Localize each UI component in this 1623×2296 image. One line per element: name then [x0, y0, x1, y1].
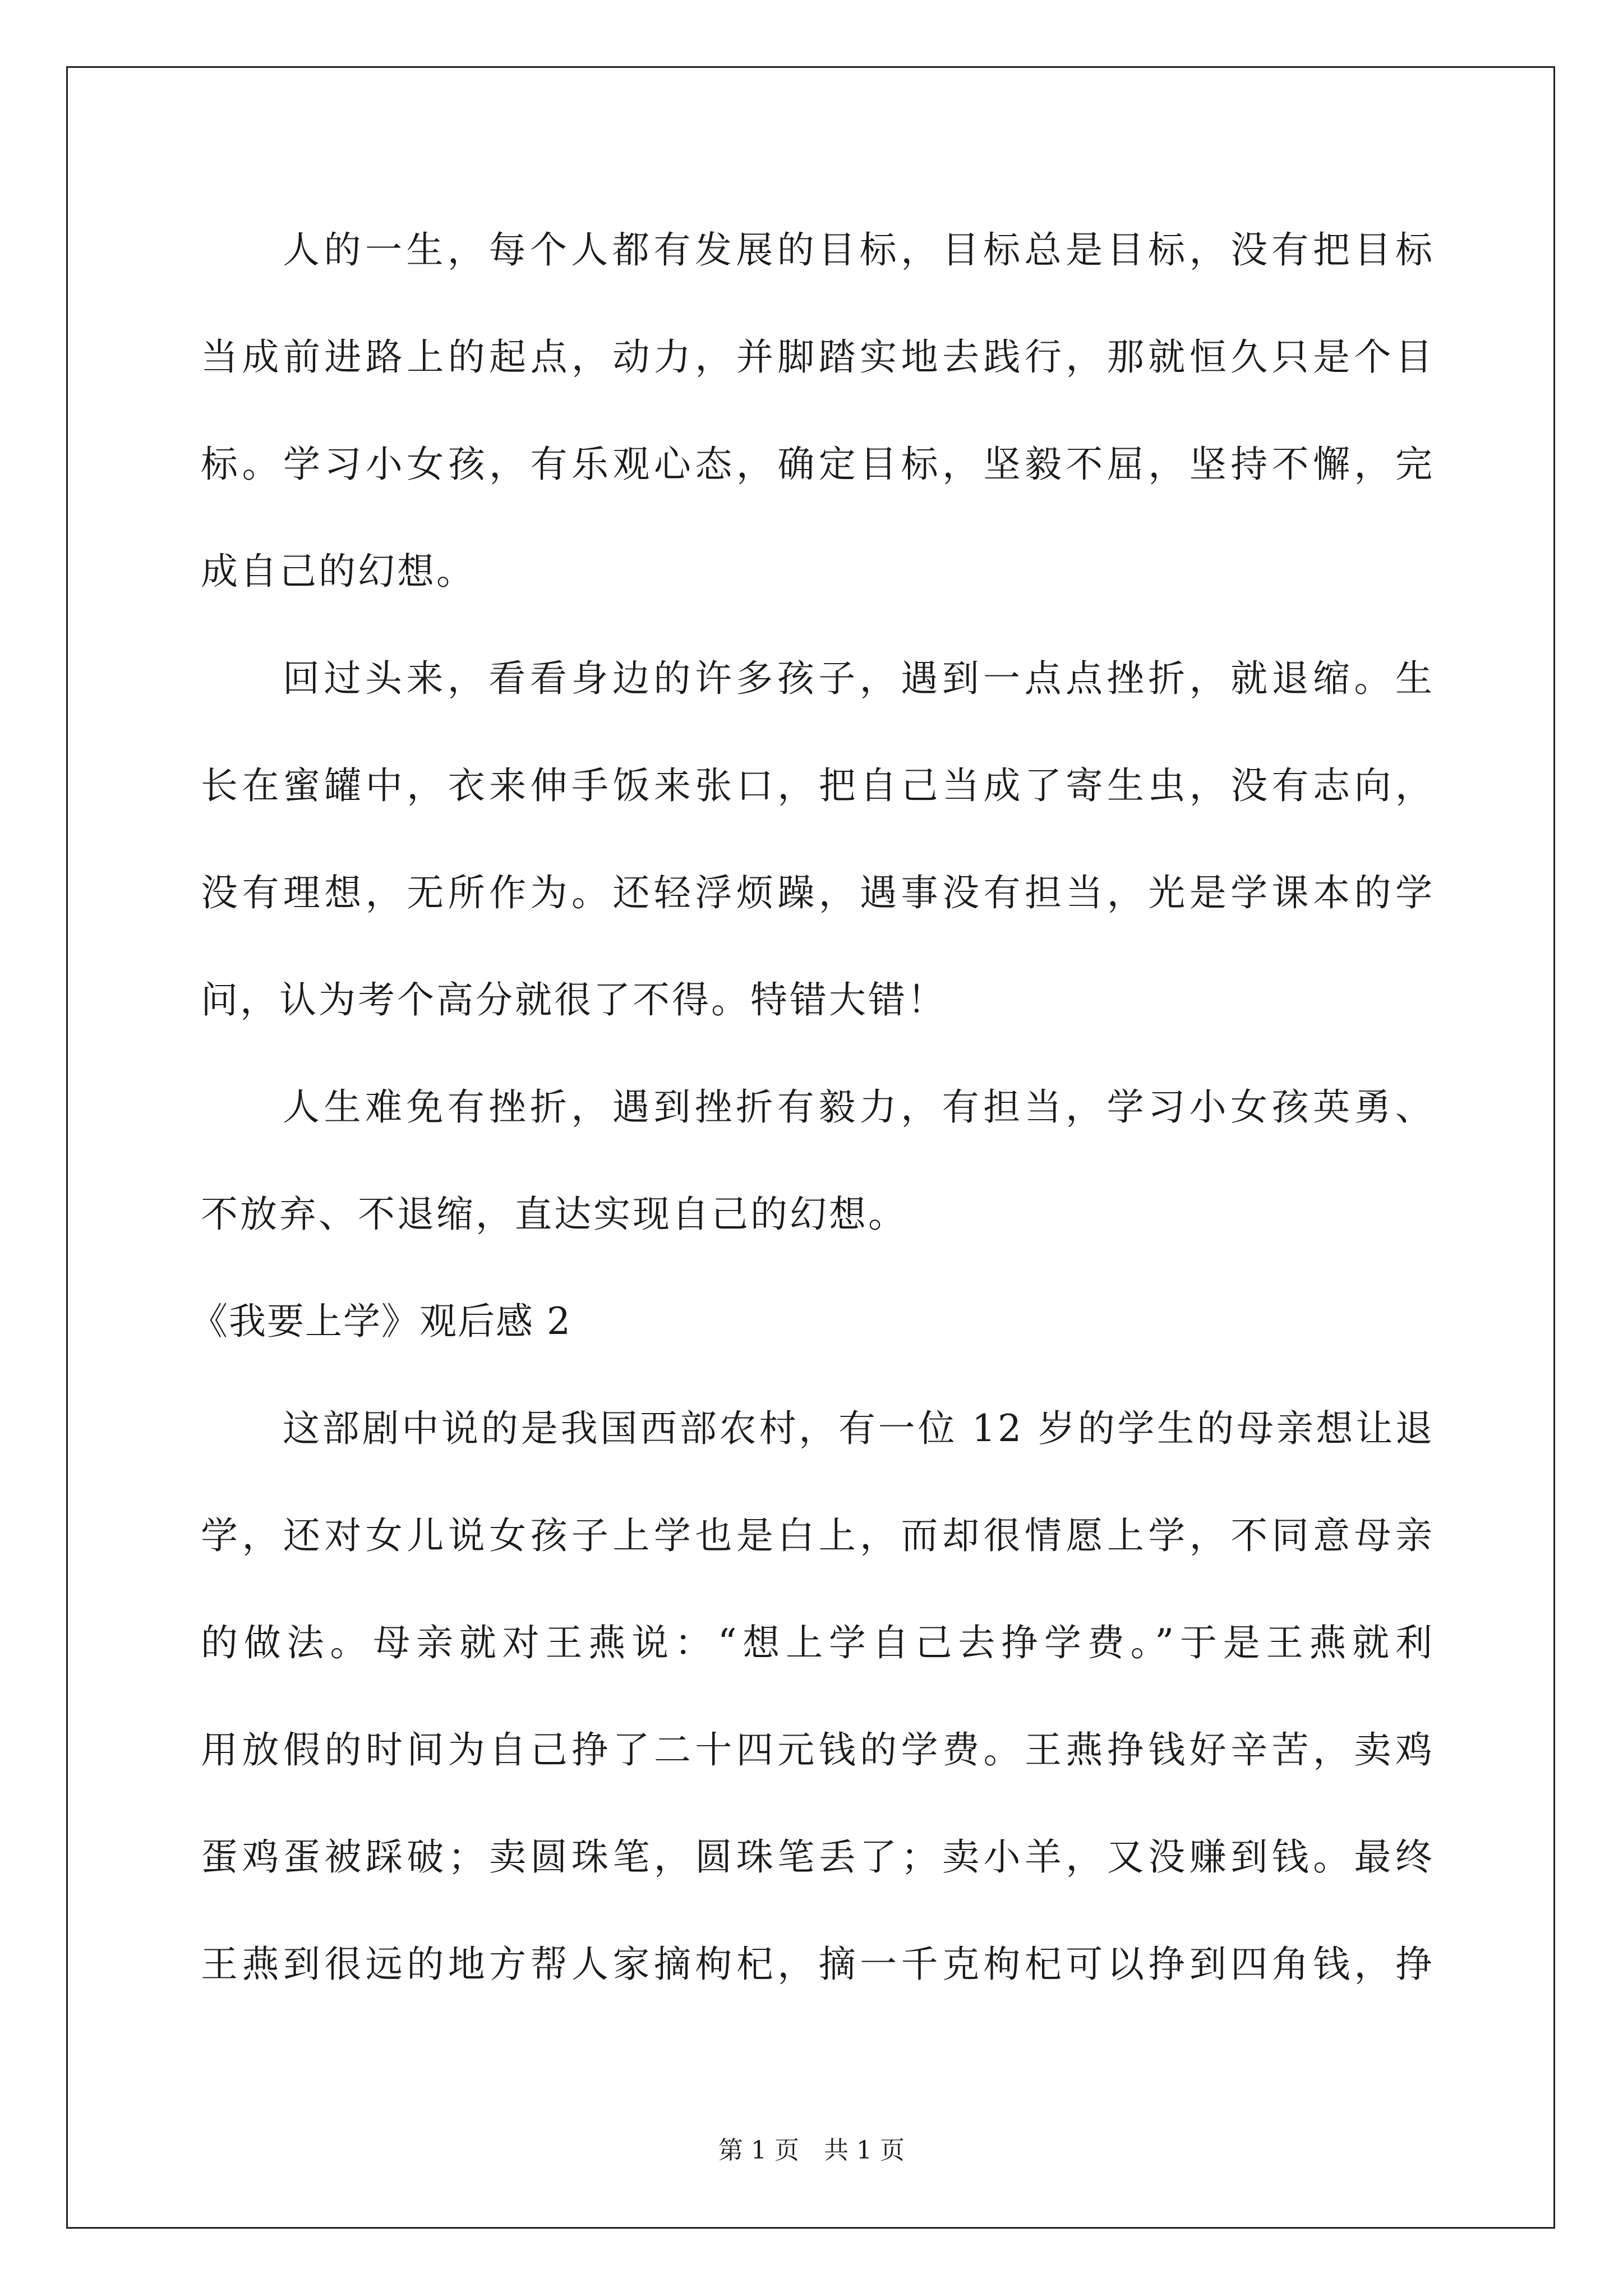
paragraph-1-line-4: 成自己的幻想。	[201, 550, 476, 593]
paragraph-2-line-3: 没有理想，无所作为。还轻浮烦躁，遇事没有担当，光是学课本的学	[201, 871, 1435, 914]
section-heading: 《我要上学》观后感 2	[191, 1300, 571, 1343]
paragraph-4-line-3: 的做法。母亲就对王燕说：“想上学自己去挣学费。”于是王燕就利	[201, 1621, 1435, 1664]
paragraph-4-line-4: 用放假的时间为自己挣了二十四元钱的学费。王燕挣钱好辛苦，卖鸡	[201, 1728, 1435, 1772]
paragraph-1-line-2: 当成前进路上的起点，动力，并脚踏实地去践行，那就恒久只是个目	[201, 335, 1435, 379]
document-body	[191, 214, 1435, 2036]
paragraph-3-line-1: 人生难免有挫折，遇到挫折有毅力，有担当，学习小女孩英勇、	[283, 1085, 1435, 1129]
paragraph-4-line-1: 这部剧中说的是我国西部农村，有一位 12 岁的学生的母亲想让退	[283, 1407, 1435, 1450]
paragraph-1-line-3: 标。学习小女孩，有乐观心态，确定目标，坚毅不屈，坚持不懈，完	[201, 443, 1435, 486]
page-number-footer: 第 1 页 共 1 页	[718, 2136, 905, 2165]
paragraph-3-line-2: 不放弃、不退缩，直达实现自己的幻想。	[201, 1193, 907, 1236]
paragraph-4-line-5: 蛋鸡蛋被踩破；卖圆珠笔，圆珠笔丢了；卖小羊，又没赚到钱。最终	[201, 1835, 1435, 1879]
paragraph-2-line-4: 问，认为考个高分就很了不得。特错大错！	[201, 978, 947, 1022]
paragraph-2-line-1: 回过头来，看看身边的许多孩子，遇到一点点挫折，就退缩。生	[283, 657, 1435, 700]
paragraph-2-line-2: 长在蜜罐中，衣来伸手饭来张口，把自己当成了寄生虫，没有志向，	[201, 764, 1435, 807]
paragraph-4-line-2: 学，还对女儿说女孩子上学也是白上，而却很情愿上学，不同意母亲	[201, 1514, 1435, 1557]
paragraph-4-line-6: 王燕到很远的地方帮人家摘枸杞，摘一千克枸杞可以挣到四角钱，挣	[201, 1943, 1435, 1986]
paragraph-1-line-1: 人的一生，每个人都有发展的目标，目标总是目标，没有把目标	[283, 228, 1435, 272]
